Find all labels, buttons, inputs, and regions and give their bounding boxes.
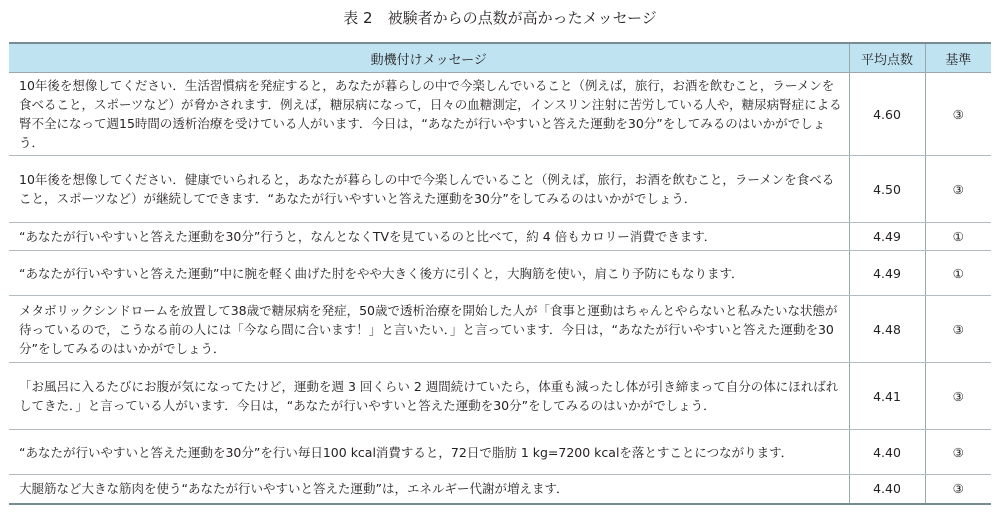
table-row bbox=[9, 430, 991, 475]
score-cell: 4.60 bbox=[849, 73, 925, 156]
table-header-row bbox=[9, 44, 991, 73]
message-cell: “あなたが行いやすいと答えた運動を30分”を行い毎日100 kcal消費すると，72日で脂肪 1 kg=7200 kcalを落とすことにつながります． bbox=[9, 430, 849, 475]
table-row bbox=[9, 475, 991, 503]
message-cell: “あなたが行いやすいと答えた運動を30分”行うと，なんとなくTVを見ているのと比べて，約 4 倍もカロリー消費できます． bbox=[9, 223, 849, 251]
score-cell: 4.50 bbox=[849, 156, 925, 223]
score-cell: 4.40 bbox=[849, 430, 925, 475]
table-row bbox=[9, 296, 991, 363]
table-row bbox=[9, 223, 991, 251]
header-criterion: 基準 bbox=[925, 44, 991, 73]
criterion-cell: ③ bbox=[925, 156, 991, 223]
table-row bbox=[9, 73, 991, 156]
score-cell: 4.49 bbox=[849, 251, 925, 296]
table-row bbox=[9, 251, 991, 296]
message-cell: 10年後を想像してください．生活習慣病を発症すると，あなたが暮らしの中で今楽しんでいること（例えば，旅行，お酒を飲むこと，ラーメンを食べること，スポーツなど）が脅かされます．例えば，糖尿病になって，日々の血糖測定，インスリン注射に苦労している人や，糖尿病腎症による腎不全になって週15時間の透析治療を受けている人がいます．今日は，“あなたが行いやすいと答えた運動を30分”をしてみるのはいかがでしょう． bbox=[9, 73, 849, 156]
score-cell: 4.48 bbox=[849, 296, 925, 363]
criterion-cell: ③ bbox=[925, 475, 991, 503]
table-row bbox=[9, 363, 991, 430]
score-cell: 4.41 bbox=[849, 363, 925, 430]
header-score: 平均点数 bbox=[849, 44, 925, 73]
criterion-cell: ③ bbox=[925, 73, 991, 156]
message-cell: メタボリックシンドロームを放置して38歳で糖尿病を発症，50歳で透析治療を開始した人が「食事と運動はちゃんとやらないと私みたいな状態が待っているので，こうなる前の人には「今なら間に合います！」と言いたい．」と言っています．今日は，“あなたが行いやすいと答えた運動を30分”をしてみるのはいかがでしょう． bbox=[9, 296, 849, 363]
criterion-cell: ③ bbox=[925, 430, 991, 475]
criterion-cell: ③ bbox=[925, 296, 991, 363]
message-cell: 「お風呂に入るたびにお腹が気になってたけど，運動を週 3 回くらい 2 週間続けていたら，体重も減ったし体が引き締まって自分の体にほればれしてきた．」と言っている人がいます．今日は，“あなたが行いやすいと答えた運動を30分”をしてみるのはいかがでしょう． bbox=[9, 363, 849, 430]
message-cell: 10年後を想像してください．健康でいられると，あなたが暮らしの中で今楽しんでいること（例えば，旅行，お酒を飲むこと，ラーメンを食べること，スポーツなど）が継続してできます．“あなたが行いやすいと答えた運動を30分”をしてみるのはいかがでしょう． bbox=[9, 156, 849, 223]
message-table-container bbox=[9, 42, 991, 505]
score-cell: 4.49 bbox=[849, 223, 925, 251]
table-caption: 表 2 被験者からの点数が高かったメッセージ bbox=[343, 9, 657, 27]
message-cell: 大腿筋など大きな筋肉を使う“あなたが行いやすいと答えた運動”は，エネルギー代謝が増えます． bbox=[19, 481, 569, 497]
message-cell: “あなたが行いやすいと答えた運動”中に腕を軽く曲げた肘をやや大きく後方に引くと，大胸筋を使い，肩こり予防にもなります． bbox=[9, 251, 849, 296]
message-table bbox=[9, 44, 991, 503]
table-row bbox=[9, 156, 991, 223]
header-message: 動機付けメッセージ bbox=[9, 44, 849, 73]
criterion-cell: ③ bbox=[925, 363, 991, 430]
score-cell: 4.40 bbox=[849, 475, 925, 503]
criterion-cell: ① bbox=[925, 251, 991, 296]
criterion-cell: ① bbox=[925, 223, 991, 251]
